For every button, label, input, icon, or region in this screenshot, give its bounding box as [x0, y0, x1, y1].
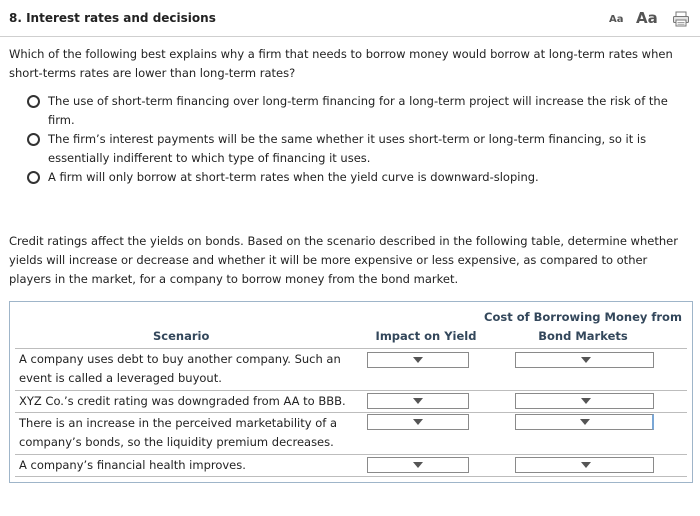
chevron-down-icon	[581, 357, 591, 363]
cost-dropdown[interactable]	[515, 457, 654, 473]
answer-option-label: The firm’s interest payments will be the same whether it uses short-term or long-term financing, so it is essentially indifferent to which type of financing it uses.	[48, 132, 647, 165]
chevron-down-icon	[580, 419, 590, 425]
column-header-scenario: Scenario	[153, 329, 210, 343]
scenario-text: XYZ Co.’s credit rating was downgraded from AA to BBB.	[19, 394, 346, 408]
answer-option-label: The use of short-term financing over long-term financing for a long-term project will increase the risk of the firm.	[48, 94, 668, 127]
answer-option[interactable]	[27, 168, 692, 187]
radio-button[interactable]	[27, 95, 40, 108]
answer-option-label: A firm will only borrow at short-term rates when the yield curve is downward-sloping.	[48, 170, 539, 184]
impact-dropdown[interactable]	[367, 457, 469, 473]
chevron-down-icon	[581, 462, 591, 468]
table-row	[15, 412, 687, 454]
table-row	[15, 454, 687, 477]
cost-dropdown[interactable]	[515, 414, 654, 430]
answer-option[interactable]	[27, 92, 692, 130]
scenario-text: There is an increase in the perceived marketability of a company’s bonds, so the liquidity premium decreases.	[19, 416, 338, 449]
impact-dropdown[interactable]	[367, 414, 469, 430]
impact-dropdown[interactable]	[367, 393, 469, 409]
radio-button[interactable]	[27, 133, 40, 146]
chevron-down-icon	[413, 357, 423, 363]
question1-prompt: Which of the following best explains why a firm that needs to borrow money would borrow at long-term rates when short-terms rates are lower than long-term rates?	[9, 47, 673, 80]
chevron-down-icon	[413, 462, 423, 468]
column-header-cost: Cost of Borrowing Money from Bond Markets	[484, 310, 682, 343]
scenario-table	[9, 301, 693, 483]
table-row	[15, 390, 687, 412]
answer-option[interactable]	[27, 130, 692, 168]
question-header	[0, 0, 700, 37]
question-title: 8. Interest rates and decisions	[9, 11, 216, 25]
increase-font-button[interactable]: Aa	[636, 9, 658, 27]
cost-dropdown[interactable]	[515, 393, 654, 409]
scenario-text: A company’s financial health improves.	[19, 458, 246, 472]
chevron-down-icon	[413, 419, 423, 425]
question2-prompt: Credit ratings affect the yields on bonds. Based on the scenario described in the following table, determine whether yields will increase or decrease and whether it will be more expensive or less expensive, as compared to other players in the market, for a company to borrow money from the bond market.	[9, 234, 678, 286]
column-header-impact: Impact on Yield	[375, 329, 477, 343]
cost-dropdown[interactable]	[515, 352, 654, 368]
chevron-down-icon	[413, 398, 423, 404]
chevron-down-icon	[581, 398, 591, 404]
print-icon[interactable]	[672, 11, 690, 27]
radio-button[interactable]	[27, 171, 40, 184]
answer-options	[27, 92, 692, 187]
table-row	[15, 348, 687, 390]
impact-dropdown[interactable]	[367, 352, 469, 368]
scenario-text: A company uses debt to buy another company. Such an event is called a leveraged buyout.	[19, 352, 341, 385]
decrease-font-button[interactable]: Aa	[609, 14, 624, 25]
